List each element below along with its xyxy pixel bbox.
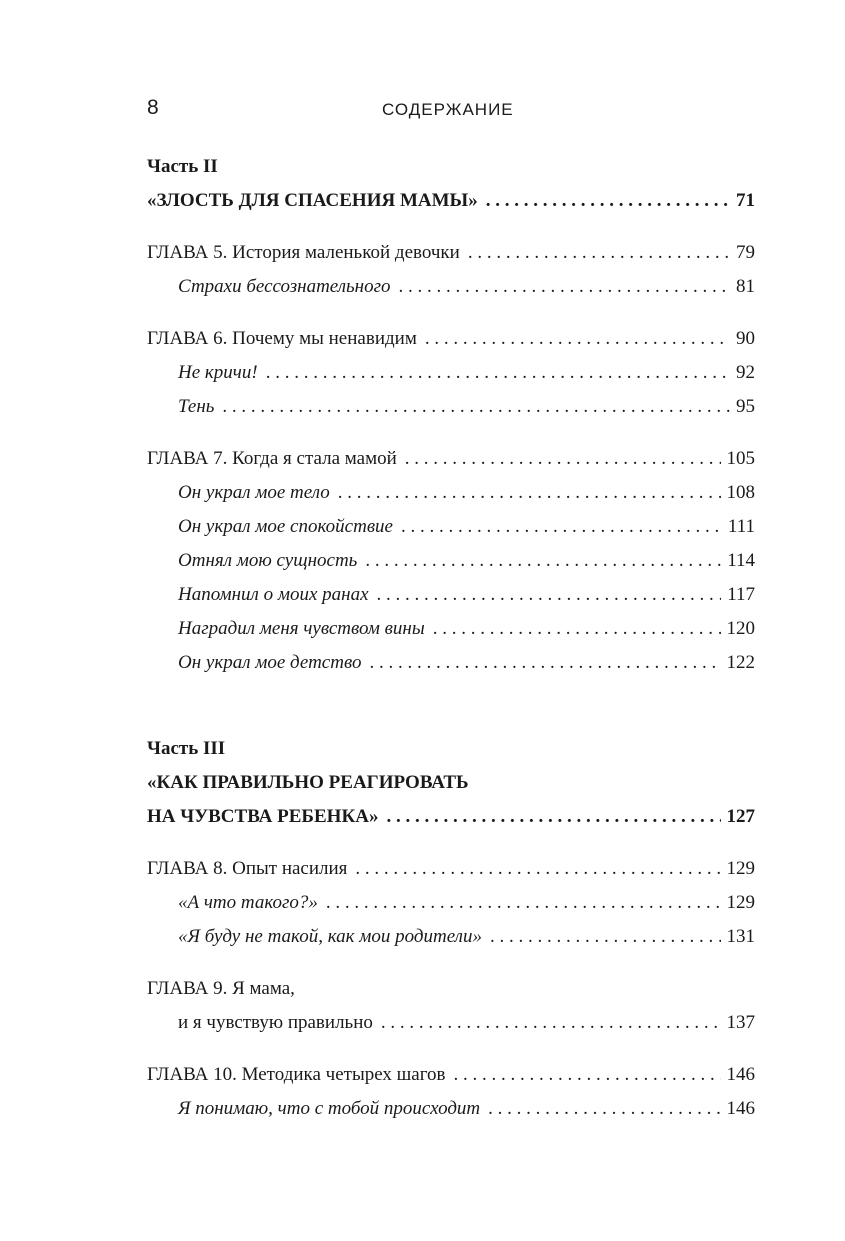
- page-ref: 129: [726, 858, 755, 879]
- part-label: Часть II: [147, 156, 218, 177]
- dot-leader: [399, 270, 730, 304]
- toc-entry-chapter[interactable]: [147, 236, 755, 270]
- dot-leader: [326, 886, 721, 920]
- section-title: Наградил меня чувством вины: [178, 618, 425, 639]
- dot-leader: [405, 442, 721, 476]
- toc-entry-section[interactable]: [147, 510, 755, 544]
- page-header: [147, 96, 755, 126]
- toc-entry-section[interactable]: [147, 390, 755, 424]
- toc-entry-chapter[interactable]: [147, 1006, 755, 1040]
- page-ref: 81: [736, 276, 755, 297]
- dot-leader: [468, 236, 730, 270]
- chapter-title-line1[interactable]: ГЛАВА 9. Я мама,: [147, 978, 295, 999]
- chapter-title-line2: и я чувствую правильно: [178, 1012, 373, 1033]
- section-title: Отнял мою сущность: [178, 550, 358, 571]
- section-title: «Я буду не такой, как мои родители»: [178, 926, 482, 947]
- dot-leader: [338, 476, 721, 510]
- chapter-title: ГЛАВА 6. Почему мы ненавидим: [147, 328, 417, 349]
- part-title-line2: НА ЧУВСТВА РЕБЕНКА»: [147, 806, 379, 827]
- toc-entry-section[interactable]: [147, 356, 755, 390]
- dot-leader: [386, 800, 720, 834]
- page-ref: 90: [736, 328, 755, 349]
- dot-leader: [355, 852, 720, 886]
- toc-entry-section[interactable]: [147, 578, 755, 612]
- chapter-title: ГЛАВА 7. Когда я стала мамой: [147, 448, 397, 469]
- section-title: Страхи бессознательного: [178, 276, 391, 297]
- section-title: Я понимаю, что с тобой происходит: [178, 1098, 481, 1119]
- page-ref: 105: [726, 448, 755, 469]
- dot-leader: [433, 612, 721, 646]
- dot-leader: [266, 356, 730, 390]
- toc-entry-chapter[interactable]: [147, 852, 755, 886]
- page-ref: 108: [726, 482, 755, 503]
- chapter-title: ГЛАВА 10. Методика четырех шагов: [147, 1064, 446, 1085]
- dot-leader: [454, 1058, 721, 1092]
- page-ref: 117: [727, 584, 755, 605]
- section-title: Он украл мое спокойствие: [178, 516, 393, 537]
- toc-entry-section[interactable]: [147, 612, 755, 646]
- page-ref: 129: [726, 892, 755, 913]
- dot-leader: [377, 578, 722, 612]
- page-ref: 137: [726, 1012, 755, 1033]
- toc-entry-section[interactable]: [147, 270, 755, 304]
- part-title-line1[interactable]: «КАК ПРАВИЛЬНО РЕАГИРОВАТЬ: [147, 772, 469, 793]
- toc-entry-section[interactable]: [147, 1092, 755, 1126]
- section-title: Не кричи!: [178, 362, 258, 383]
- toc-entry-part-title[interactable]: [147, 800, 755, 834]
- page-ref: 95: [736, 396, 755, 417]
- toc-entry-chapter[interactable]: [147, 442, 755, 476]
- page-ref: 120: [726, 618, 755, 639]
- chapter-title: ГЛАВА 5. История маленькой девочки: [147, 242, 460, 263]
- toc-entry-chapter[interactable]: [147, 322, 755, 356]
- section-title: Он украл мое тело: [178, 482, 330, 503]
- toc-entry-section[interactable]: [147, 920, 755, 954]
- toc-entry-section[interactable]: [147, 646, 755, 680]
- dot-leader: [369, 646, 720, 680]
- part-title: «ЗЛОСТЬ ДЛЯ СПАСЕНИЯ МАМЫ»: [147, 190, 478, 211]
- section-title: «А что такого?»: [178, 892, 318, 913]
- toc-entry-chapter[interactable]: [147, 1058, 755, 1092]
- section-title: Он украл мое детство: [178, 652, 362, 673]
- chapter-title: ГЛАВА 8. Опыт насилия: [147, 858, 348, 879]
- page-number: 8: [147, 96, 159, 119]
- dot-leader: [401, 510, 722, 544]
- dot-leader: [381, 1006, 721, 1040]
- dot-leader: [222, 390, 730, 424]
- toc-entry-section[interactable]: [147, 476, 755, 510]
- section-title: Тень: [178, 396, 215, 417]
- page-ref: 127: [726, 806, 755, 827]
- running-head: СОДЕРЖАНИЕ: [382, 100, 514, 119]
- toc-entry-section[interactable]: [147, 544, 755, 578]
- dot-leader: [490, 920, 721, 954]
- page-ref: 146: [726, 1098, 755, 1119]
- table-of-contents: [147, 150, 755, 1126]
- dot-leader: [365, 544, 721, 578]
- page-ref: 92: [736, 362, 755, 383]
- toc-entry-section[interactable]: [147, 886, 755, 920]
- page-ref: 79: [736, 242, 755, 263]
- page-ref: 131: [726, 926, 755, 947]
- section-title: Напомнил о моих ранах: [178, 584, 369, 605]
- page-ref: 122: [726, 652, 755, 673]
- part-label: Часть III: [147, 738, 226, 759]
- page-ref: 114: [727, 550, 755, 571]
- page-ref: 146: [726, 1064, 755, 1085]
- dot-leader: [486, 184, 730, 218]
- dot-leader: [488, 1092, 720, 1126]
- page-ref: 111: [727, 516, 755, 537]
- page-ref: 71: [736, 190, 755, 211]
- toc-entry-part-title[interactable]: [147, 184, 755, 218]
- dot-leader: [425, 322, 730, 356]
